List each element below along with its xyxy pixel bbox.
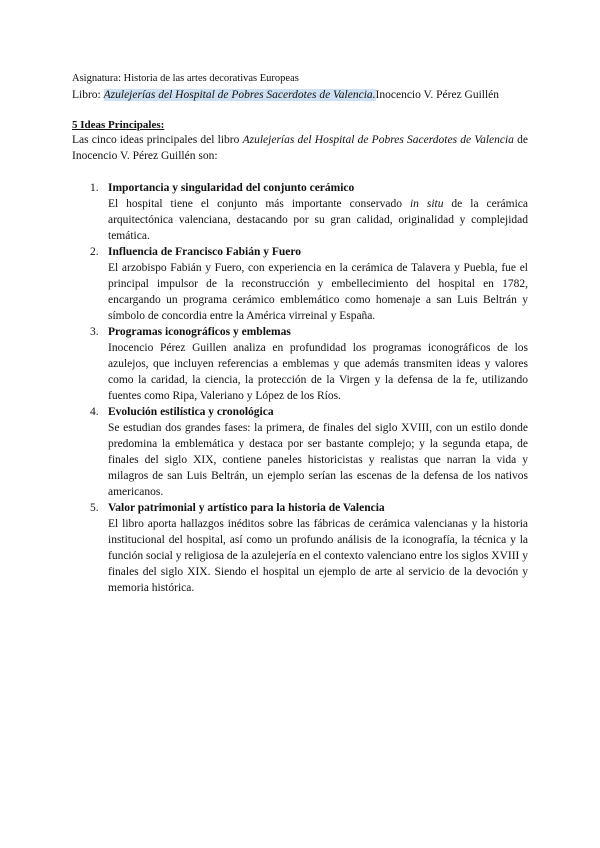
- idea-title: Programas iconográficos y emblemas: [108, 326, 291, 338]
- idea-item-1: [72, 180, 528, 244]
- intro-book-title: Azulejerías del Hospital de Pobres Sacerdotes de Valencia: [242, 134, 514, 146]
- idea-body: Inocencio Pérez Guillen analiza en profundidad los programas iconográficos de los azulejos, que incluyen referencias a emblemas y que además transmiten ideas y valores como la caridad, la ciencia, la protección de la Virgen y la defensa de la fe, utilizando fuentes como Ripa, Valeriano y López de los Ríos.: [108, 342, 528, 402]
- idea-title: Evolución estilística y cronológica: [108, 406, 274, 418]
- idea-body: El libro aporta hallazgos inéditos sobre las fábricas de cerámica valencianas y la historia institucional del hospital, así como un profundo análisis de la iconografía, la técnica y la función social y religiosa de la azulejería en el contexto valenciano entre los siglos XVIII y finales del siglo XIX. Siendo el hospital un ejemplo de arte al servicio de la devoción y memoria histórica.: [108, 518, 528, 594]
- idea-title: Importancia y singularidad del conjunto cerámico: [108, 182, 355, 194]
- section-heading: [72, 118, 528, 132]
- idea-number: 4.: [90, 406, 99, 418]
- section-heading-colon: :: [160, 119, 165, 131]
- idea-title: Influencia de Francisco Fabián y Fuero: [108, 246, 302, 258]
- idea-item-5: [72, 500, 528, 596]
- idea-title: Valor patrimonial y artístico para la historia de Valencia: [108, 502, 385, 514]
- idea-body: Se estudian dos grandes fases: la primera, de finales del siglo XVIII, con un estilo donde predomina la emblemática y destaca por ser bastante complejo; y la segunda etapa, de finales del siglo XIX, contiene paneles historicistas y realistas que narran la vida y milagros de san Luis Beltrán, un ejemplo serían las escenas de la defensa de los nativos americanos.: [108, 422, 528, 498]
- idea-number: 2.: [90, 246, 99, 258]
- intro-prefix: Las cinco ideas principales del libro: [72, 134, 243, 146]
- idea-number: 1.: [90, 182, 99, 194]
- book-prefix: Libro:: [72, 89, 104, 101]
- ideas-list: [72, 180, 528, 596]
- idea-number: 3.: [90, 326, 99, 338]
- idea-item-2: [72, 244, 528, 324]
- subject-text: Asignatura: Historia de las artes decorativas Europeas: [72, 73, 299, 84]
- book-author: Inocencio V. Pérez Guillén: [375, 89, 500, 101]
- book-title-highlight: Azulejerías del Hospital de Pobres Sacerdotes de Valencia.: [103, 89, 376, 101]
- idea-body-text: de la cerámica arquitectónica valenciana, destacando por su gran calidad, originalidad y complejidad temática.: [108, 198, 528, 242]
- intro-suffix: de Inocencio V. Pérez Guillén son:: [72, 134, 528, 162]
- idea-item-3: [72, 324, 528, 404]
- subject-line: [72, 72, 528, 86]
- idea-body: El arzobispo Fabián y Fuero, con experiencia en la cerámica de Talavera y Puebla, fue el principal impulsor de la reconstrucción y embellecimiento del hospital en 1782, encargando un programa cerámico emblemático como homenaje a san Luis Beltrán y símbolo de concordia entre la América virreinal y España.: [108, 262, 528, 322]
- idea-body-text: El hospital tiene el conjunto más importante conservado: [108, 198, 410, 210]
- section-heading-text: 5 Ideas Principales: [72, 119, 161, 131]
- book-line: [72, 87, 528, 103]
- idea-item-4: [72, 404, 528, 500]
- idea-body: [108, 196, 528, 244]
- idea-body-italic: in situ: [409, 198, 444, 210]
- intro-paragraph: [72, 132, 528, 164]
- idea-number: 5.: [90, 502, 99, 514]
